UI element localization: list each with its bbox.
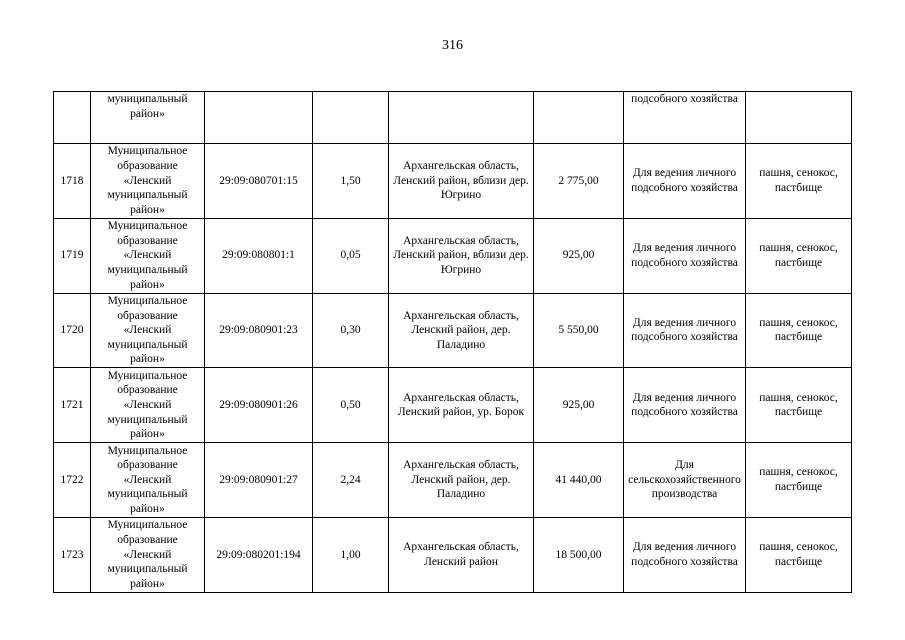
- cell-purpose: Для ведения личного подсобного хозяйства: [624, 293, 746, 368]
- cell-owner: Муниципальное образование «Ленский муниципальный район»: [91, 218, 205, 293]
- cell-use: пашня, сенокос, пастбище: [746, 218, 852, 293]
- cell-value: [534, 92, 624, 144]
- cell-value: 925,00: [534, 218, 624, 293]
- table-row: [54, 218, 852, 293]
- table-row: [54, 443, 852, 518]
- cell-owner: Муниципальное образование «Ленский муниципальный район»: [91, 368, 205, 443]
- cell-use: [746, 92, 852, 144]
- cell-address: [389, 92, 534, 144]
- cell-address: Архангельская область, Ленский район: [389, 517, 534, 592]
- cell-area: 0,50: [313, 368, 389, 443]
- cell-use: пашня, сенокос, пастбище: [746, 293, 852, 368]
- cell-area: [313, 92, 389, 144]
- cell-cadastral: 29:09:080901:26: [205, 368, 313, 443]
- cell-purpose: Для ведения личного подсобного хозяйства: [624, 144, 746, 219]
- cell-value: 18 500,00: [534, 517, 624, 592]
- cell-value: 925,00: [534, 368, 624, 443]
- cell-value: 5 550,00: [534, 293, 624, 368]
- cell-use: пашня, сенокос, пастбище: [746, 443, 852, 518]
- cell-address: Архангельская область, Ленский район, вблизи дер. Югрино: [389, 218, 534, 293]
- table-row: [54, 368, 852, 443]
- cell-number: 1721: [54, 368, 91, 443]
- cell-use: пашня, сенокос, пастбище: [746, 517, 852, 592]
- cell-purpose: Для ведения личного подсобного хозяйства: [624, 218, 746, 293]
- cell-number: 1720: [54, 293, 91, 368]
- cell-area: 2,24: [313, 443, 389, 518]
- cell-owner: Муниципальное образование «Ленский муниципальный район»: [91, 293, 205, 368]
- table-row: [54, 144, 852, 219]
- cell-value: 2 775,00: [534, 144, 624, 219]
- cell-use: пашня, сенокос, пастбище: [746, 368, 852, 443]
- cell-cadastral: 29:09:080901:23: [205, 293, 313, 368]
- cell-purpose: Для ведения личного подсобного хозяйства: [624, 368, 746, 443]
- cell-address: Архангельская область, Ленский район, дер. Паладино: [389, 443, 534, 518]
- cell-address: Архангельская область, Ленский район, вблизи дер. Югрино: [389, 144, 534, 219]
- cell-address: Архангельская область, Ленский район, дер. Паладино: [389, 293, 534, 368]
- cell-cadastral: 29:09:080201:194: [205, 517, 313, 592]
- cell-owner: Муниципальное образование «Ленский муниципальный район»: [91, 443, 205, 518]
- cell-address: Архангельская область, Ленский район, ур. Борок: [389, 368, 534, 443]
- cell-purpose: Для сельскохозяйственного производства: [624, 443, 746, 518]
- cell-purpose: Для ведения личного подсобного хозяйства: [624, 517, 746, 592]
- land-registry-table: [53, 91, 852, 593]
- page-number: 316: [442, 38, 463, 53]
- cell-number: [54, 92, 91, 144]
- cell-area: 1,00: [313, 517, 389, 592]
- cell-owner: муниципальный район»: [91, 92, 205, 144]
- cell-purpose: подсобного хозяйства: [624, 92, 746, 144]
- cell-cadastral: 29:09:080801:1: [205, 218, 313, 293]
- cell-cadastral: [205, 92, 313, 144]
- table-row: [54, 517, 852, 592]
- cell-area: 1,50: [313, 144, 389, 219]
- cell-number: 1722: [54, 443, 91, 518]
- table-row: [54, 293, 852, 368]
- cell-area: 0,05: [313, 218, 389, 293]
- cell-owner: Муниципальное образование «Ленский муниципальный район»: [91, 517, 205, 592]
- cell-number: 1723: [54, 517, 91, 592]
- cell-number: 1719: [54, 218, 91, 293]
- cell-cadastral: 29:09:080901:27: [205, 443, 313, 518]
- cell-value: 41 440,00: [534, 443, 624, 518]
- cell-owner: Муниципальное образование «Ленский муниципальный район»: [91, 144, 205, 219]
- cell-use: пашня, сенокос, пастбище: [746, 144, 852, 219]
- table-row-continuation: [54, 92, 852, 144]
- cell-area: 0,30: [313, 293, 389, 368]
- cell-number: 1718: [54, 144, 91, 219]
- cell-cadastral: 29:09:080701:15: [205, 144, 313, 219]
